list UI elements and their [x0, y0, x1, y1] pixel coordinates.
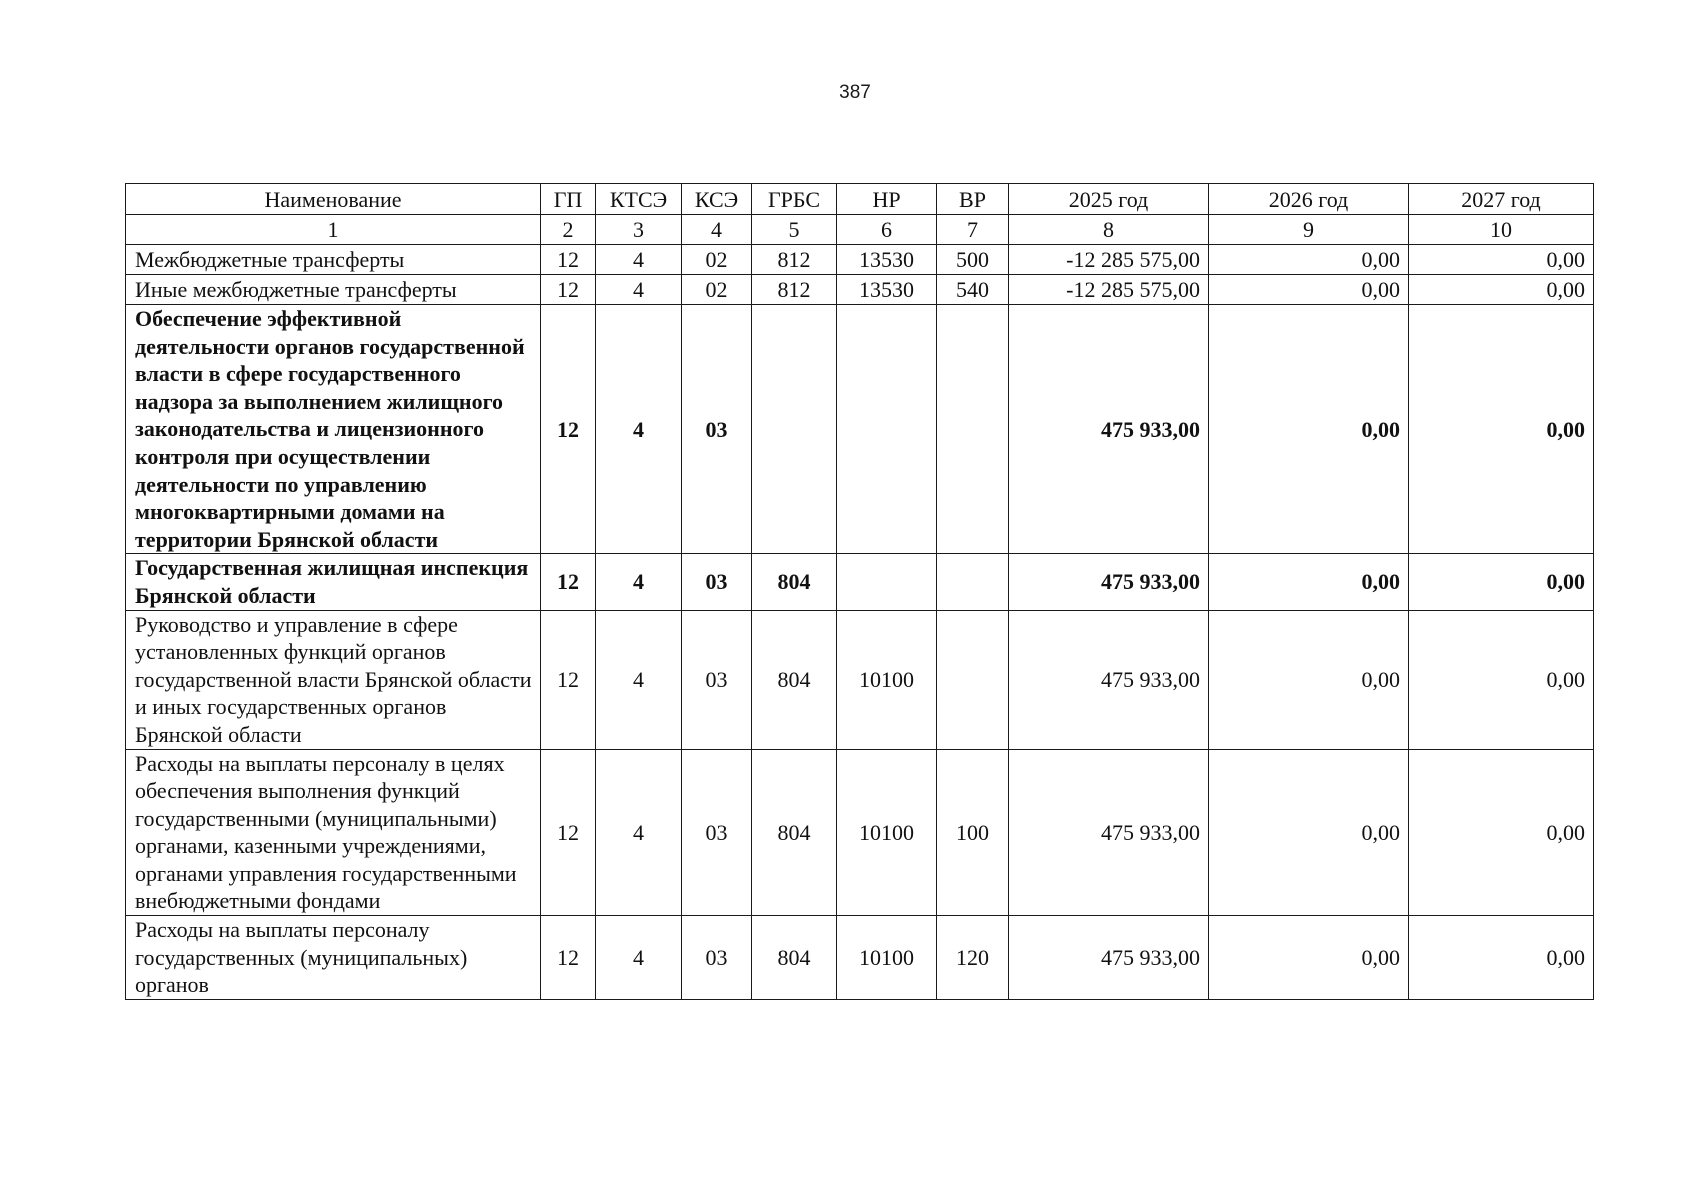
- cell-2025: -12 285 575,00: [1009, 245, 1209, 275]
- cell-nr: 10100: [837, 749, 937, 916]
- cell-2025: -12 285 575,00: [1009, 275, 1209, 305]
- cell-gp: 12: [541, 245, 596, 275]
- cell-2027: 0,00: [1409, 554, 1594, 610]
- cell-vr: 500: [937, 245, 1009, 275]
- row-name: Расходы на выплаты персоналу государственных (муниципальных) органов: [126, 916, 541, 1000]
- cell-grbs: 804: [752, 916, 837, 1000]
- cell-grbs: 804: [752, 610, 837, 749]
- row-name: Руководство и управление в сфере установленных функций органов государственной власти Брянской области и иных государственных органов Брянской области: [126, 610, 541, 749]
- column-number-cell: 5: [752, 215, 837, 245]
- cell-vr: 100: [937, 749, 1009, 916]
- cell-2027: 0,00: [1409, 916, 1594, 1000]
- cell-kse: 03: [682, 916, 752, 1000]
- cell-grbs: 804: [752, 554, 837, 610]
- header-row: [126, 184, 1594, 215]
- cell-2027: 0,00: [1409, 275, 1594, 305]
- cell-ktse: 4: [596, 245, 682, 275]
- column-number-cell: 1: [126, 215, 541, 245]
- cell-kse: 02: [682, 245, 752, 275]
- column-number-cell: 6: [837, 215, 937, 245]
- header-cell-gp: ГП: [541, 184, 596, 215]
- cell-2026: 0,00: [1209, 554, 1409, 610]
- cell-gp: 12: [541, 916, 596, 1000]
- page-number: 387: [839, 82, 871, 103]
- cell-nr: 10100: [837, 610, 937, 749]
- column-number-cell: 10: [1409, 215, 1594, 245]
- cell-2027: 0,00: [1409, 610, 1594, 749]
- cell-2026: 0,00: [1209, 610, 1409, 749]
- row-name: Государственная жилищная инспекция Брянской области: [126, 554, 541, 610]
- column-number-cell: 4: [682, 215, 752, 245]
- cell-2025: 475 933,00: [1009, 916, 1209, 1000]
- cell-grbs: [752, 305, 837, 554]
- row-name: Иные межбюджетные трансферты: [126, 275, 541, 305]
- cell-nr: 10100: [837, 916, 937, 1000]
- row-name: Межбюджетные трансферты: [126, 245, 541, 275]
- cell-2025: 475 933,00: [1009, 305, 1209, 554]
- table-row: [126, 749, 1594, 916]
- cell-2025: 475 933,00: [1009, 610, 1209, 749]
- column-number-cell: 8: [1009, 215, 1209, 245]
- column-number-cell: 2: [541, 215, 596, 245]
- table-row: [126, 305, 1594, 554]
- cell-2027: 0,00: [1409, 305, 1594, 554]
- cell-ktse: 4: [596, 554, 682, 610]
- cell-vr: 120: [937, 916, 1009, 1000]
- cell-ktse: 4: [596, 749, 682, 916]
- header-cell-2027: 2027 год: [1409, 184, 1594, 215]
- cell-vr: 540: [937, 275, 1009, 305]
- table-row: [126, 916, 1594, 1000]
- header-cell-2026: 2026 год: [1209, 184, 1409, 215]
- cell-2026: 0,00: [1209, 305, 1409, 554]
- cell-nr: [837, 305, 937, 554]
- header-cell-vr: ВР: [937, 184, 1009, 215]
- column-number-cell: 9: [1209, 215, 1409, 245]
- cell-grbs: 812: [752, 245, 837, 275]
- table-row: [126, 610, 1594, 749]
- column-number-cell: 7: [937, 215, 1009, 245]
- header-cell-grbs: ГРБС: [752, 184, 837, 215]
- cell-vr: [937, 610, 1009, 749]
- cell-ktse: 4: [596, 305, 682, 554]
- cell-kse: 03: [682, 554, 752, 610]
- cell-grbs: 812: [752, 275, 837, 305]
- cell-kse: 03: [682, 610, 752, 749]
- cell-2026: 0,00: [1209, 749, 1409, 916]
- row-name: Обеспечение эффективной деятельности органов государственной власти в сфере государственного надзора за выполнением жилищного законодательства и лицензионного контроля при осуществлении деятельности по управлению многоквартирными домами на территории Брянской области: [126, 305, 541, 554]
- column-number-row: [126, 215, 1594, 245]
- table-row: [126, 554, 1594, 610]
- table-row: [126, 275, 1594, 305]
- cell-kse: 03: [682, 305, 752, 554]
- budget-table: [125, 183, 1594, 1000]
- cell-gp: 12: [541, 554, 596, 610]
- cell-2027: 0,00: [1409, 749, 1594, 916]
- cell-gp: 12: [541, 305, 596, 554]
- cell-ktse: 4: [596, 275, 682, 305]
- header-cell-name: Наименование: [126, 184, 541, 215]
- cell-kse: 03: [682, 749, 752, 916]
- cell-kse: 02: [682, 275, 752, 305]
- table-row: [126, 245, 1594, 275]
- cell-nr: 13530: [837, 245, 937, 275]
- column-number-cell: 3: [596, 215, 682, 245]
- cell-vr: [937, 305, 1009, 554]
- header-cell-kse: КСЭ: [682, 184, 752, 215]
- header-cell-2025: 2025 год: [1009, 184, 1209, 215]
- cell-gp: 12: [541, 749, 596, 916]
- cell-2026: 0,00: [1209, 916, 1409, 1000]
- cell-gp: 12: [541, 275, 596, 305]
- cell-2025: 475 933,00: [1009, 749, 1209, 916]
- cell-gp: 12: [541, 610, 596, 749]
- cell-nr: [837, 554, 937, 610]
- cell-ktse: 4: [596, 610, 682, 749]
- cell-2027: 0,00: [1409, 245, 1594, 275]
- cell-2026: 0,00: [1209, 275, 1409, 305]
- row-name: Расходы на выплаты персоналу в целях обеспечения выполнения функций государственными (муниципальными) органами, казенными учреждениями, органами управления государственными внебюджетными фондами: [126, 749, 541, 916]
- header-cell-nr: НР: [837, 184, 937, 215]
- header-cell-ktse: КТСЭ: [596, 184, 682, 215]
- cell-ktse: 4: [596, 916, 682, 1000]
- cell-grbs: 804: [752, 749, 837, 916]
- cell-2025: 475 933,00: [1009, 554, 1209, 610]
- cell-vr: [937, 554, 1009, 610]
- cell-nr: 13530: [837, 275, 937, 305]
- cell-2026: 0,00: [1209, 245, 1409, 275]
